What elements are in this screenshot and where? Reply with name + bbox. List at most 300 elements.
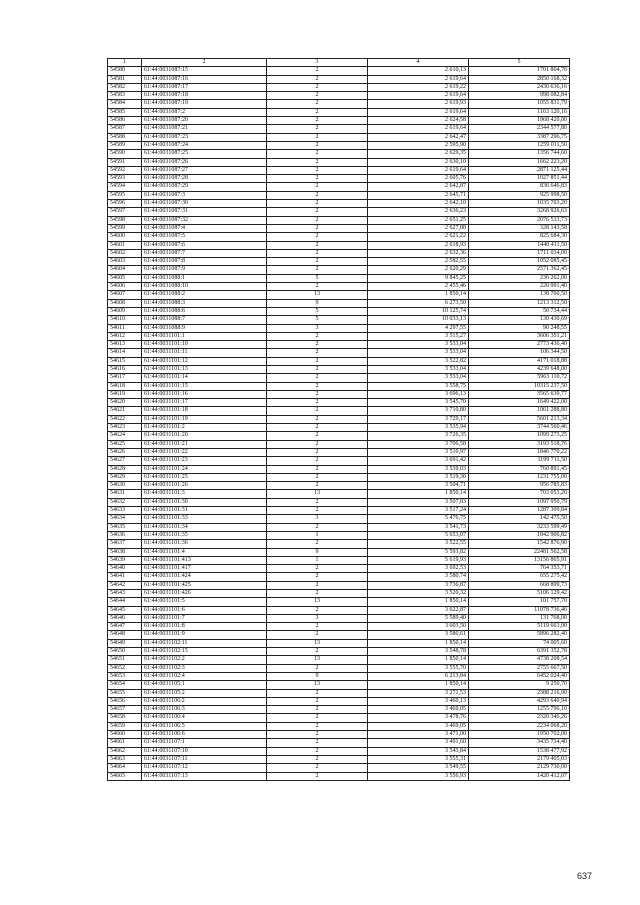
specific-value-cell: 2 624,58 — [368, 117, 469, 125]
group-code-cell: 2 — [267, 432, 368, 440]
specific-value-cell: 2 618,93 — [368, 241, 469, 249]
specific-value-cell: 2 642,10 — [368, 200, 469, 208]
cadastral-value-cell: 6391 352,78 — [469, 648, 570, 656]
row-number-cell: 54648 — [108, 631, 142, 639]
table-row — [108, 407, 570, 415]
table-row — [108, 747, 570, 755]
cadastral-value-cell: 4738 208,54 — [469, 656, 570, 664]
cadastral-value-cell: 3387 296,75 — [469, 133, 570, 141]
group-code-cell: 5 — [267, 307, 368, 315]
row-number-cell: 54651 — [108, 656, 142, 664]
cadastral-value-cell: 4293 640,94 — [469, 697, 570, 705]
group-code-cell: 2 — [267, 150, 368, 158]
specific-value-cell: 3 543,84 — [368, 747, 469, 755]
row-number-cell: 54645 — [108, 606, 142, 614]
cadastral-value-cell: 6452 024,40 — [469, 672, 570, 680]
specific-value-cell: 2 619,64 — [368, 166, 469, 174]
cadastral-value-cell: 11078 736,46 — [469, 606, 570, 614]
table-row — [108, 540, 570, 548]
specific-value-cell: 3 580,74 — [368, 573, 469, 581]
group-code-cell: 2 — [267, 722, 368, 730]
group-code-cell: 2 — [267, 581, 368, 589]
cadastral-value-cell: 1213 312,50 — [469, 299, 570, 307]
specific-value-cell: 10 033,13 — [368, 316, 469, 324]
cadastral-number-cell: 61:44:0031087:28 — [142, 175, 267, 183]
cadastral-number-cell: 61:44:0031087:17 — [142, 83, 267, 91]
group-code-cell: 2 — [267, 266, 368, 274]
page-number: 637 — [576, 871, 592, 881]
table-row — [108, 656, 570, 664]
cadastral-number-cell: 61:44:0031101:6 — [142, 606, 267, 614]
group-code-cell: 2 — [267, 83, 368, 91]
group-code-cell: 2 — [267, 697, 368, 705]
row-number-cell: 54604 — [108, 266, 142, 274]
table-row — [108, 283, 570, 291]
specific-value-cell: 1 850,14 — [368, 598, 469, 606]
group-code-cell: 2 — [267, 382, 368, 390]
table-row — [108, 216, 570, 224]
specific-value-cell: 3 522,82 — [368, 357, 469, 365]
specific-value-cell: 2 619,93 — [368, 100, 469, 108]
cadastral-value-cell: 3233 599,49 — [469, 523, 570, 531]
cadastral-value-cell: 2179 405,03 — [469, 755, 570, 763]
table-row — [108, 241, 570, 249]
specific-value-cell: 3 515,27 — [368, 332, 469, 340]
specific-value-cell: 3 519,30 — [368, 473, 469, 481]
group-code-cell: 1 — [267, 531, 368, 539]
group-code-cell: 2 — [267, 448, 368, 456]
table-row — [108, 382, 570, 390]
cadastral-value-table-sheet — [107, 58, 569, 781]
row-number-cell: 54616 — [108, 365, 142, 373]
group-code-cell: 2 — [267, 440, 368, 448]
row-number-cell: 54613 — [108, 341, 142, 349]
table-row — [108, 274, 570, 282]
table-row — [108, 357, 570, 365]
group-code-cell: 2 — [267, 158, 368, 166]
specific-value-cell: 3 736,87 — [368, 581, 469, 589]
cadastral-number-cell: 61:44:0031102:2 — [142, 656, 267, 664]
group-code-cell: 2 — [267, 407, 368, 415]
row-number-cell: 54633 — [108, 507, 142, 515]
cadastral-number-cell: 61:44:0031106:6 — [142, 731, 267, 739]
cadastral-value-cell: 220 991,40 — [469, 283, 570, 291]
group-code-cell: 2 — [267, 241, 368, 249]
cadastral-number-cell: 61:44:0031087:2 — [142, 108, 267, 116]
specific-value-cell: 2 629,35 — [368, 150, 469, 158]
specific-value-cell: 2 620,29 — [368, 266, 469, 274]
row-number-cell: 54612 — [108, 332, 142, 340]
cadastral-number-cell: 61:44:0031101:4 — [142, 548, 267, 556]
cadastral-number-cell: 61:44:0031101:20 — [142, 432, 267, 440]
cadastral-number-cell: 61:44:0031087:24 — [142, 141, 267, 149]
table-row — [108, 664, 570, 672]
row-number-cell: 54630 — [108, 482, 142, 490]
group-code-cell: 2 — [267, 590, 368, 598]
group-code-cell: 9 — [267, 672, 368, 680]
cadastral-number-cell: 61:44:0031101:35 — [142, 531, 267, 539]
cadastral-number-cell: 61:44:0031087:8 — [142, 258, 267, 266]
specific-value-cell: 2 621,22 — [368, 233, 469, 241]
table-row — [108, 590, 570, 598]
table-row — [108, 631, 570, 639]
cadastral-value-cell: 4239 648,00 — [469, 365, 570, 373]
cadastral-value-cell: 13156 865,91 — [469, 556, 570, 564]
specific-value-cell: 3 469,05 — [368, 706, 469, 714]
specific-value-cell: 5 593,82 — [368, 548, 469, 556]
cadastral-number-cell: 61:44:0031101:34 — [142, 523, 267, 531]
cadastral-value-cell: 1027 851,44 — [469, 175, 570, 183]
row-number-cell: 54638 — [108, 548, 142, 556]
table-row — [108, 374, 570, 382]
group-code-cell: 2 — [267, 200, 368, 208]
specific-value-cell: 3 558,75 — [368, 382, 469, 390]
table-row — [108, 581, 570, 589]
row-number-cell: 54626 — [108, 448, 142, 456]
cadastral-number-cell: 61:44:0031101:17 — [142, 399, 267, 407]
specific-value-cell: 3 603,50 — [368, 623, 469, 631]
specific-value-cell: 3 460,13 — [368, 697, 469, 705]
group-code-cell: 2 — [267, 349, 368, 357]
cadastral-number-cell: 61:44:0031101:33 — [142, 515, 267, 523]
row-number-cell: 54587 — [108, 125, 142, 133]
table-row — [108, 307, 570, 315]
group-code-cell: 2 — [267, 233, 368, 241]
group-code-cell: 2 — [267, 341, 368, 349]
column-header-4: 4 — [368, 59, 469, 67]
row-number-cell: 54618 — [108, 382, 142, 390]
cadastral-number-cell: 61:44:0031087:15 — [142, 67, 267, 75]
cadastral-number-cell: 61:44:0031087:29 — [142, 183, 267, 191]
group-code-cell: 2 — [267, 689, 368, 697]
group-code-cell: 5 — [267, 316, 368, 324]
group-code-cell: 2 — [267, 67, 368, 75]
specific-value-cell: 1 850,14 — [368, 490, 469, 498]
group-code-cell: 3 — [267, 614, 368, 622]
row-number-cell: 54653 — [108, 672, 142, 680]
cadastral-number-cell: 61:44:0031101:19 — [142, 415, 267, 423]
row-number-cell: 54659 — [108, 722, 142, 730]
row-number-cell: 54629 — [108, 473, 142, 481]
specific-value-cell: 2 619,64 — [368, 125, 469, 133]
group-code-cell: 2 — [267, 141, 368, 149]
specific-value-cell: 3 696,13 — [368, 390, 469, 398]
group-code-cell: 2 — [267, 772, 368, 780]
specific-value-cell: 3 504,71 — [368, 482, 469, 490]
row-number-cell: 54619 — [108, 390, 142, 398]
table-row — [108, 75, 570, 83]
cadastral-value-cell: 764 353,71 — [469, 565, 570, 573]
specific-value-cell: 3 478,76 — [368, 714, 469, 722]
row-number-cell: 54609 — [108, 307, 142, 315]
group-code-cell: 2 — [267, 191, 368, 199]
row-number-cell: 54606 — [108, 283, 142, 291]
cadastral-value-cell: 1662 223,20 — [469, 158, 570, 166]
cadastral-value-cell: 703 053,20 — [469, 490, 570, 498]
group-code-cell: 2 — [267, 424, 368, 432]
table-row — [108, 249, 570, 257]
row-number-cell: 54585 — [108, 108, 142, 116]
cadastral-number-cell: 61:44:0031101:9 — [142, 631, 267, 639]
group-code-cell: 2 — [267, 739, 368, 747]
cadastral-value-cell: 1440 411,50 — [469, 241, 570, 249]
cadastral-number-cell: 61:44:0031088:7 — [142, 316, 267, 324]
cadastral-value-cell: 131 768,00 — [469, 614, 570, 622]
column-header-1: 1 — [108, 59, 142, 67]
row-number-cell: 54623 — [108, 424, 142, 432]
specific-value-cell: 3 555,31 — [368, 755, 469, 763]
specific-value-cell: 1 850,14 — [368, 656, 469, 664]
group-code-cell: 13 — [267, 656, 368, 664]
cadastral-value-cell: 5106 129,42 — [469, 590, 570, 598]
group-code-cell: 2 — [267, 332, 368, 340]
cadastral-number-cell: 61:44:0031087:31 — [142, 208, 267, 216]
table-row — [108, 598, 570, 606]
table-row — [108, 365, 570, 373]
row-number-cell: 54642 — [108, 581, 142, 589]
row-number-cell: 54640 — [108, 565, 142, 573]
group-code-cell: 2 — [267, 498, 368, 506]
cadastral-value-cell: 4171 018,88 — [469, 357, 570, 365]
cadastral-value-cell: 2234 068,20 — [469, 722, 570, 730]
cadastral-value-cell: 3744 560,46 — [469, 424, 570, 432]
cadastral-number-cell: 61:44:0031101:5 — [142, 598, 267, 606]
row-number-cell: 54637 — [108, 540, 142, 548]
specific-value-cell: 3 726,35 — [368, 432, 469, 440]
row-number-cell: 54620 — [108, 399, 142, 407]
table-row — [108, 490, 570, 498]
specific-value-cell: 3 539,03 — [368, 465, 469, 473]
specific-value-cell: 6 213,84 — [368, 672, 469, 680]
table-row — [108, 67, 570, 75]
group-code-cell: 2 — [267, 208, 368, 216]
cadastral-value-cell: 1711 034,00 — [469, 249, 570, 257]
cadastral-number-cell: 61:44:0031101:14 — [142, 374, 267, 382]
cadastral-number-cell: 61:44:0031102:4 — [142, 672, 267, 680]
specific-value-cell: 3 520,32 — [368, 590, 469, 598]
row-number-cell: 54598 — [108, 216, 142, 224]
group-code-cell: 2 — [267, 100, 368, 108]
table-row — [108, 208, 570, 216]
row-number-cell: 54596 — [108, 200, 142, 208]
cadastral-number-cell: 61:44:0031102:15 — [142, 648, 267, 656]
cadastral-number-cell: 61:44:0031107:10 — [142, 747, 267, 755]
cadastral-value-cell: 1287 309,84 — [469, 507, 570, 515]
row-number-cell: 54588 — [108, 133, 142, 141]
specific-value-cell: 3 510,97 — [368, 448, 469, 456]
column-header-2: 2 — [142, 59, 267, 67]
row-number-cell: 54650 — [108, 648, 142, 656]
cadastral-value-cell: 2076 533,73 — [469, 216, 570, 224]
row-number-cell: 54643 — [108, 590, 142, 598]
cadastral-number-cell: 61:44:0031101:18 — [142, 407, 267, 415]
table-row — [108, 291, 570, 299]
cadastral-number-cell: 61:44:0031101:413 — [142, 556, 267, 564]
cadastral-value-cell: 1055 831,79 — [469, 100, 570, 108]
cadastral-value-cell: 1701 804,76 — [469, 67, 570, 75]
row-number-cell: 54593 — [108, 175, 142, 183]
cadastral-value-cell: 1099 273,25 — [469, 432, 570, 440]
group-code-cell: 9 — [267, 548, 368, 556]
row-number-cell: 54634 — [108, 515, 142, 523]
group-code-cell: 2 — [267, 755, 368, 763]
cadastral-number-cell: 61:44:0031087:4 — [142, 224, 267, 232]
specific-value-cell: 9 845,25 — [368, 274, 469, 282]
specific-value-cell: 2 619,22 — [368, 83, 469, 91]
table-row — [108, 424, 570, 432]
group-code-cell: 2 — [267, 664, 368, 672]
row-number-cell: 54655 — [108, 689, 142, 697]
table-row — [108, 158, 570, 166]
group-code-cell: 2 — [267, 224, 368, 232]
row-number-cell: 54652 — [108, 664, 142, 672]
table-row — [108, 739, 570, 747]
cadastral-value-cell: 74 005,60 — [469, 639, 570, 647]
cadastral-value-cell: 1968 420,00 — [469, 117, 570, 125]
cadastral-number-cell: 61:44:0031087:9 — [142, 266, 267, 274]
cadastral-value-cell: 101 757,70 — [469, 598, 570, 606]
cadastral-number-cell: 61:44:0031101:426 — [142, 590, 267, 598]
specific-value-cell: 2 619,64 — [368, 92, 469, 100]
specific-value-cell: 2 630,10 — [368, 158, 469, 166]
cadastral-number-cell: 61:44:0031087:30 — [142, 200, 267, 208]
table-row — [108, 764, 570, 772]
specific-value-cell: 3 471,00 — [368, 731, 469, 739]
cadastral-number-cell: 61:44:0031087:26 — [142, 158, 267, 166]
group-code-cell: 2 — [267, 714, 368, 722]
cadastral-number-cell: 61:44:0031088:2 — [142, 291, 267, 299]
cadastral-value-cell: 5963 110,72 — [469, 374, 570, 382]
specific-value-cell: 3 469,05 — [368, 722, 469, 730]
table-row — [108, 332, 570, 340]
cadastral-number-cell: 61:44:0031101:3 — [142, 490, 267, 498]
cadastral-number-cell: 61:44:0031101:2 — [142, 424, 267, 432]
specific-value-cell: 3 549,55 — [368, 764, 469, 772]
specific-value-cell: 3 706,58 — [368, 440, 469, 448]
row-number-cell: 54594 — [108, 183, 142, 191]
group-code-cell: 2 — [267, 216, 368, 224]
specific-value-cell: 3 491,60 — [368, 739, 469, 747]
cadastral-value-cell: 760 891,45 — [469, 465, 570, 473]
cadastral-value-cell: 925 998,50 — [469, 191, 570, 199]
group-code-cell: 2 — [267, 125, 368, 133]
group-code-cell: 2 — [267, 175, 368, 183]
group-code-cell: 3 — [267, 515, 368, 523]
specific-value-cell: 2 651,25 — [368, 216, 469, 224]
table-row — [108, 83, 570, 91]
row-number-cell: 54581 — [108, 75, 142, 83]
row-number-cell: 54624 — [108, 432, 142, 440]
table-row — [108, 457, 570, 465]
group-code-cell: 2 — [267, 573, 368, 581]
table-row — [108, 614, 570, 622]
specific-value-cell: 3 548,78 — [368, 648, 469, 656]
cadastral-number-cell: 61:44:0031106:2 — [142, 697, 267, 705]
row-number-cell: 54628 — [108, 465, 142, 473]
table-row — [108, 548, 570, 556]
cadastral-value-cell: 328 143,58 — [469, 224, 570, 232]
group-code-cell: 13 — [267, 639, 368, 647]
cadastral-value-cell: 130 430,69 — [469, 316, 570, 324]
table-row — [108, 755, 570, 763]
cadastral-value-cell: 1255 796,10 — [469, 706, 570, 714]
cadastral-number-cell: 61:44:0031107:13 — [142, 772, 267, 780]
table-row — [108, 482, 570, 490]
specific-value-cell: 2 619,64 — [368, 75, 469, 83]
group-code-cell: 2 — [267, 507, 368, 515]
table-row — [108, 108, 570, 116]
row-number-cell: 54627 — [108, 457, 142, 465]
cadastral-number-cell: 61:44:0031087:18 — [142, 92, 267, 100]
cadastral-number-cell: 61:44:0031087:21 — [142, 125, 267, 133]
cadastral-number-cell: 61:44:0031101:425 — [142, 581, 267, 589]
row-number-cell: 54665 — [108, 772, 142, 780]
specific-value-cell: 1 850,14 — [368, 639, 469, 647]
specific-value-cell: 3 692,53 — [368, 565, 469, 573]
specific-value-cell: 3 580,61 — [368, 631, 469, 639]
cadastral-number-cell: 61:44:0031101:424 — [142, 573, 267, 581]
cadastral-value-cell: 2430 636,16 — [469, 83, 570, 91]
group-code-cell: 2 — [267, 648, 368, 656]
group-code-cell: 2 — [267, 764, 368, 772]
cadastral-number-cell: 61:44:0031101:16 — [142, 390, 267, 398]
row-number-cell: 54580 — [108, 67, 142, 75]
table-row — [108, 672, 570, 680]
specific-value-cell: 1 850,14 — [368, 291, 469, 299]
group-code-cell: 1 — [267, 556, 368, 564]
row-number-cell: 54611 — [108, 324, 142, 332]
specific-value-cell: 5 653,07 — [368, 531, 469, 539]
cadastral-number-cell: 61:44:0031101:8 — [142, 623, 267, 631]
cadastral-value-cell: 3193 518,76 — [469, 440, 570, 448]
row-number-cell: 54636 — [108, 531, 142, 539]
cadastral-number-cell: 61:44:0031087:16 — [142, 75, 267, 83]
cadastral-value-cell: 106 344,50 — [469, 349, 570, 357]
row-number-cell: 54649 — [108, 639, 142, 647]
row-number-cell: 54663 — [108, 755, 142, 763]
cadastral-number-cell: 61:44:0031101:11 — [142, 349, 267, 357]
table-row — [108, 556, 570, 564]
table-row — [108, 175, 570, 183]
cadastral-value-cell: 1052 085,45 — [469, 258, 570, 266]
group-code-cell: 3 — [267, 324, 368, 332]
row-number-cell: 54586 — [108, 117, 142, 125]
specific-value-cell: 2 642,47 — [368, 133, 469, 141]
specific-value-cell: 2 455,46 — [368, 283, 469, 291]
cadastral-value-cell: 1846 770,22 — [469, 448, 570, 456]
specific-value-cell: 3 691,42 — [368, 457, 469, 465]
cadastral-value-cell: 1950 702,00 — [469, 731, 570, 739]
cadastral-number-cell: 61:44:0031101:21 — [142, 440, 267, 448]
row-number-cell: 54656 — [108, 697, 142, 705]
cadastral-number-cell: 61:44:0031101:13 — [142, 365, 267, 373]
row-number-cell: 54582 — [108, 83, 142, 91]
group-code-cell: 2 — [267, 283, 368, 291]
cadastral-value-cell: 836 646,83 — [469, 183, 570, 191]
group-code-cell: 2 — [267, 166, 368, 174]
group-code-cell: 2 — [267, 623, 368, 631]
group-code-cell: 2 — [267, 465, 368, 473]
table-row — [108, 324, 570, 332]
cadastral-number-cell: 61:44:0031106:3 — [142, 706, 267, 714]
cadastral-number-cell: 61:44:0031087:5 — [142, 233, 267, 241]
table-row — [108, 224, 570, 232]
cadastral-number-cell: 61:44:0031101:36 — [142, 540, 267, 548]
group-code-cell: 2 — [267, 183, 368, 191]
group-code-cell: 2 — [267, 249, 368, 257]
table-header-row — [108, 59, 570, 67]
cadastral-number-cell: 61:44:0031101:7 — [142, 614, 267, 622]
